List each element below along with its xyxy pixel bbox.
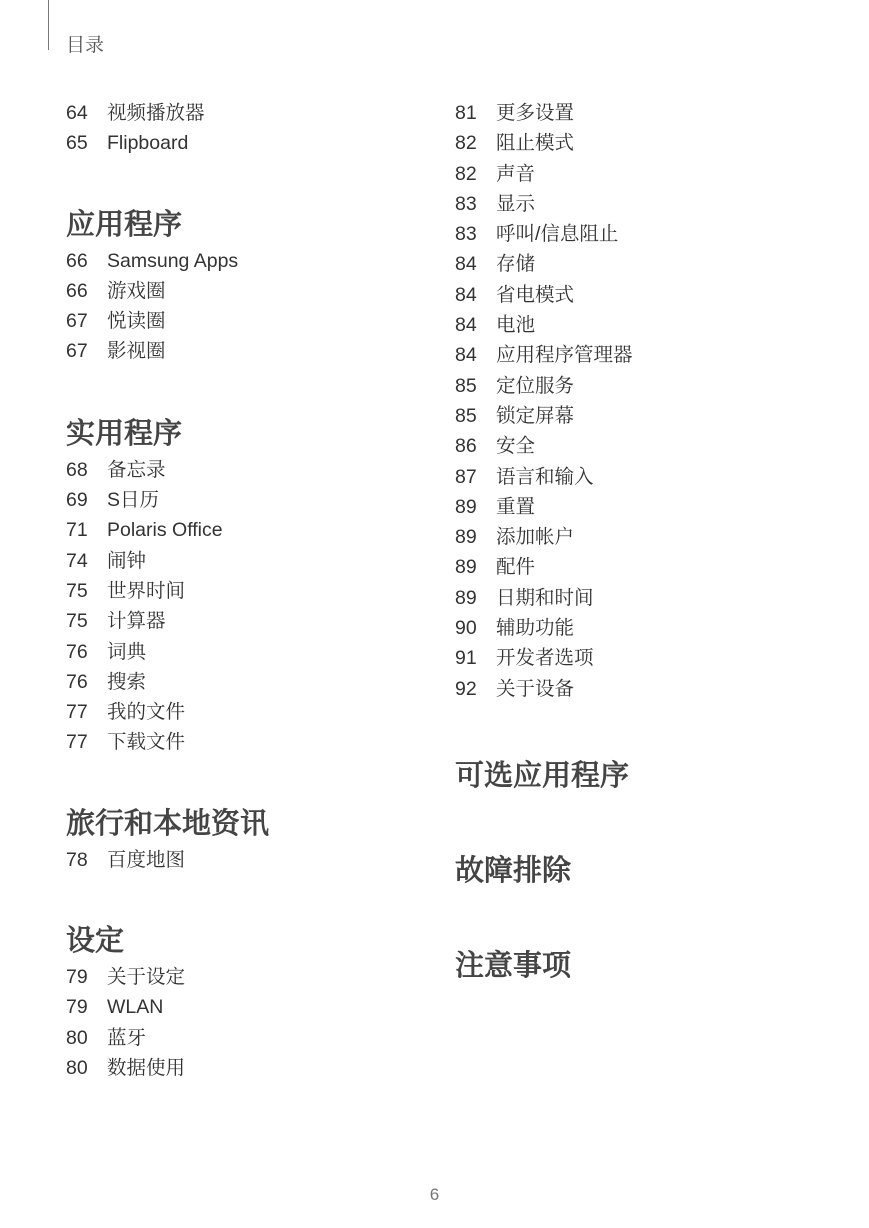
toc-section-settings-cont <box>455 98 835 704</box>
toc-entry[interactable] <box>66 845 426 875</box>
toc-entry-label: 我的文件 <box>107 701 186 724</box>
toc-entry-page: 89 <box>455 586 477 609</box>
toc-entry-page: 75 <box>66 610 88 633</box>
toc-entry[interactable] <box>66 637 426 667</box>
toc-entry-label: 蓝牙 <box>107 1026 147 1049</box>
toc-entry[interactable] <box>455 371 835 401</box>
toc-entry[interactable] <box>66 276 426 306</box>
toc-entry[interactable] <box>455 280 835 310</box>
toc-entry-label: 闹钟 <box>107 549 147 572</box>
toc-entry-page: 84 <box>455 344 477 367</box>
toc-entry-page: 77 <box>66 701 88 724</box>
toc-entry[interactable] <box>66 455 426 485</box>
toc-entry-label: 游戏圈 <box>107 279 166 302</box>
toc-entry-video-player[interactable] <box>66 98 426 128</box>
toc-entry-label: 阻止模式 <box>496 132 575 155</box>
toc-entry[interactable] <box>66 306 426 336</box>
toc-entry-label: 搜索 <box>107 670 147 693</box>
toc-entry[interactable] <box>66 1053 426 1083</box>
toc-entry-label: 更多设置 <box>496 102 575 124</box>
section-title[interactable]: 设定 <box>66 925 125 958</box>
toc-entry-page: 71 <box>66 519 88 542</box>
toc-entry-label: 数据使用 <box>107 1056 186 1079</box>
toc-section-settings <box>66 920 426 1083</box>
toc-entry-label: 安全 <box>496 435 536 458</box>
toc-entry-page: 89 <box>455 526 477 549</box>
toc-entry[interactable] <box>455 310 835 340</box>
toc-entry-label: 重置 <box>496 495 536 518</box>
toc-entry[interactable] <box>455 643 835 673</box>
toc-entry[interactable] <box>455 522 835 552</box>
header-title: 目录 <box>66 35 105 56</box>
toc-entry[interactable] <box>66 962 426 992</box>
toc-entry-label: WLAN <box>107 996 164 1019</box>
toc-entry-label: 下载文件 <box>107 731 186 754</box>
toc-entry-page: 65 <box>66 132 88 155</box>
toc-entry[interactable] <box>455 552 835 582</box>
toc-left-column <box>66 98 426 1083</box>
section-title[interactable]: 实用程序 <box>66 417 183 450</box>
toc-entry[interactable] <box>455 219 835 249</box>
toc-entry-label: Samsung Apps <box>107 249 239 272</box>
toc-entry-page: 86 <box>455 435 477 458</box>
toc-entry-label: 悦读圈 <box>107 310 166 333</box>
toc-entry-page: 92 <box>455 677 477 700</box>
toc-entry[interactable] <box>66 576 426 606</box>
toc-entry-page: 82 <box>455 132 477 155</box>
toc-entry-label: 定位服务 <box>496 374 575 397</box>
toc-entry-page: 82 <box>455 162 477 185</box>
section-title-optional-apps[interactable]: 可选应用程序 <box>455 759 630 792</box>
toc-entry[interactable] <box>455 249 835 279</box>
toc-entry-page: 89 <box>455 495 477 518</box>
toc-entry[interactable] <box>66 667 426 697</box>
toc-entry[interactable] <box>66 246 426 276</box>
toc-entry[interactable] <box>455 583 835 613</box>
toc-entry-label: 关于设备 <box>496 677 575 700</box>
toc-entry-page: 83 <box>455 223 477 246</box>
toc-entry[interactable] <box>66 485 426 515</box>
toc-entry-page: 80 <box>66 1056 88 1079</box>
section-title-precautions[interactable]: 注意事项 <box>455 949 572 982</box>
toc-entry-label: 关于设定 <box>107 966 186 989</box>
toc-entry-page: 81 <box>455 102 477 124</box>
toc-entry[interactable] <box>66 515 426 545</box>
toc-entry-page: 91 <box>455 647 477 670</box>
toc-entry-page: 85 <box>455 404 477 427</box>
toc-entry[interactable] <box>455 613 835 643</box>
toc-entry-label: Flipboard <box>107 132 189 155</box>
toc-entry[interactable] <box>455 674 835 704</box>
toc-entry-label: 世界时间 <box>107 579 186 602</box>
toc-entry[interactable] <box>455 128 835 158</box>
toc-entry[interactable] <box>66 546 426 576</box>
toc-section <box>66 98 426 159</box>
toc-entry-page: 64 <box>66 102 88 124</box>
header-divider <box>48 0 49 50</box>
toc-entry-label: 词典 <box>107 640 147 663</box>
toc-entry-label: 电池 <box>496 314 536 337</box>
toc-entry-page: 77 <box>66 731 88 754</box>
toc-entry-page: 76 <box>66 670 88 693</box>
toc-entry-page: 67 <box>66 340 88 363</box>
toc-entry-page: 87 <box>455 465 477 488</box>
toc-entry[interactable] <box>455 159 835 189</box>
toc-section-apps <box>66 204 426 367</box>
toc-entry[interactable] <box>455 492 835 522</box>
toc-entry-page: 66 <box>66 279 88 302</box>
toc-entry[interactable] <box>455 340 835 370</box>
toc-entry[interactable] <box>66 697 426 727</box>
page-number: 6 <box>429 1185 440 1204</box>
toc-section-travel <box>66 803 426 875</box>
toc-entry-page: 89 <box>455 556 477 579</box>
toc-entry[interactable] <box>455 431 835 461</box>
toc-entry-page: 80 <box>66 1026 88 1049</box>
toc-entry-label: 锁定屏幕 <box>496 404 575 427</box>
toc-entry-page: 68 <box>66 458 88 481</box>
toc-entry-label: 视频播放器 <box>107 102 205 124</box>
toc-entry-label: 配件 <box>496 556 536 579</box>
section-title[interactable]: 应用程序 <box>66 208 183 241</box>
toc-entry[interactable] <box>455 401 835 431</box>
toc-entry-page: 84 <box>455 283 477 306</box>
toc-entry-label: 显示 <box>496 192 536 215</box>
toc-entry-label: 计算器 <box>107 610 166 633</box>
toc-right-column <box>455 98 835 987</box>
toc-entry[interactable] <box>66 992 426 1022</box>
toc-entry[interactable] <box>66 606 426 636</box>
toc-entry-page: 69 <box>66 489 88 512</box>
toc-entry-page: 67 <box>66 310 88 333</box>
section-title-troubleshooting[interactable]: 故障排除 <box>455 854 572 887</box>
toc-entry-page: 84 <box>455 314 477 337</box>
toc-entry-label: 开发者选项 <box>496 647 594 670</box>
toc-entry-page: 78 <box>66 848 88 871</box>
toc-entry-label: 语言和输入 <box>496 465 594 488</box>
toc-entry[interactable] <box>66 1023 426 1053</box>
toc-entry[interactable] <box>66 336 426 366</box>
toc-entry-page: 75 <box>66 579 88 602</box>
toc-entry[interactable] <box>66 727 426 757</box>
toc-entry-label: 影视圈 <box>107 340 166 363</box>
toc-entry-flipboard[interactable] <box>66 128 426 158</box>
toc-entry-label: 辅助功能 <box>496 617 575 640</box>
toc-entry-page: 74 <box>66 549 88 572</box>
toc-entry-page: 84 <box>455 253 477 276</box>
toc-entry-label: 添加帐户 <box>496 526 575 549</box>
toc-entry-label: 应用程序管理器 <box>496 344 633 367</box>
toc-entry-label: 声音 <box>496 162 536 185</box>
toc-entry-label: 百度地图 <box>107 848 186 871</box>
toc-entry-label: S日历 <box>107 489 160 512</box>
toc-entry[interactable] <box>455 189 835 219</box>
toc-entry-page: 79 <box>66 996 88 1019</box>
toc-entry-page: 90 <box>455 617 477 640</box>
toc-entry[interactable] <box>455 462 835 492</box>
section-title[interactable]: 旅行和本地资讯 <box>66 807 270 840</box>
toc-entry[interactable] <box>455 98 835 128</box>
toc-section-utilities <box>66 413 426 758</box>
toc-entry-label: 备忘录 <box>107 458 166 481</box>
toc-entry-label: 呼叫/信息阻止 <box>496 223 619 246</box>
toc-entry-page: 66 <box>66 249 88 272</box>
toc-entry-label: 日期和时间 <box>496 586 594 609</box>
toc-entry-page: 83 <box>455 192 477 215</box>
toc-entry-page: 76 <box>66 640 88 663</box>
toc-entry-page: 79 <box>66 966 88 989</box>
toc-entry-label: 存储 <box>496 253 536 276</box>
toc-entry-page: 85 <box>455 374 477 397</box>
toc-entry-label: Polaris Office <box>107 519 223 542</box>
toc-entry-label: 省电模式 <box>496 283 575 306</box>
